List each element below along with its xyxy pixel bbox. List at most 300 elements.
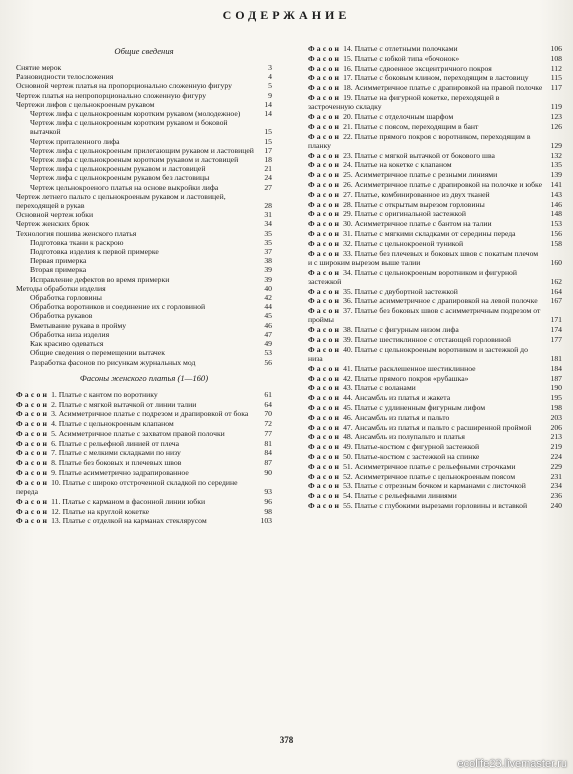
fason-entry (308, 83, 562, 92)
fason-number: 52. (343, 471, 353, 481)
toc-entry-title: Обработка низа изделия (30, 329, 110, 339)
fason-page: 61 (264, 389, 272, 399)
fason-entry (308, 423, 562, 432)
toc-entry-title: Вметывание рукава в пройму (30, 320, 127, 330)
fason-title: Платье с кантом по воротнику (58, 389, 158, 399)
fason-label: Фасон (16, 516, 50, 526)
toc-entry (16, 118, 272, 136)
toc-entry (16, 265, 272, 274)
fason-label: Фасон (308, 179, 342, 189)
fason-title: Ансамбль из платья и пальто с расширенной проймой (354, 422, 532, 432)
fason-label: Фасон (308, 500, 342, 510)
fason-entry (16, 400, 272, 409)
fason-title: Платье с открытым вырезом горловины (354, 199, 485, 209)
fason-number: 16. (343, 63, 353, 73)
toc-entry-page: 14 (264, 109, 272, 119)
toc-entry (16, 146, 272, 155)
toc-entry (16, 137, 272, 146)
fason-number: 55. (343, 500, 353, 510)
fason-entry (16, 478, 272, 496)
fason-page: 158 (550, 238, 562, 248)
fason-page: 148 (550, 209, 562, 219)
toc-entry-page: 18 (264, 155, 272, 165)
toc-entry-page: 9 (268, 90, 272, 100)
toc-entry-page: 15 (264, 136, 272, 146)
fason-title: Платье с рельефной линией от плеча (58, 438, 180, 448)
toc-entry-title: Как красиво одеваться (30, 339, 104, 349)
toc-entry-title: Чертеж платья на непропорционально сложенную фигуру (16, 90, 207, 100)
toc-entry-page: 34 (264, 219, 272, 229)
page-number: 378 (279, 735, 294, 745)
fason-label: Фасон (308, 491, 342, 501)
fason-label: Фасон (16, 389, 50, 399)
fason-entry (308, 383, 562, 392)
fason-title: Платье сдвоенное эксцентричного покроя (354, 63, 492, 73)
fason-entry (308, 151, 562, 160)
fason-number: 20. (343, 111, 353, 121)
toc-entry (16, 256, 272, 265)
fason-number: 24. (343, 160, 353, 170)
fason-label: Фасон (308, 121, 342, 131)
toc-entry-page: 17 (264, 145, 272, 155)
fason-title: Асимметричное платье с драпировкой на полочке и юбке (354, 179, 542, 189)
fason-number: 2. (51, 399, 57, 409)
toc-entry (16, 63, 272, 72)
fasons-list-left (16, 390, 272, 526)
fason-entry (308, 239, 562, 248)
toc-entry (16, 81, 272, 90)
toc-entry-title: Основной чертеж платья на пропорционально сложенную фигуру (16, 81, 232, 91)
fason-number: 27. (343, 189, 353, 199)
toc-entry (16, 164, 272, 173)
fason-title: Платье с цельнокроеным воротником и застежкой до низа (308, 344, 528, 363)
fason-label: Фасон (308, 432, 342, 442)
fason-entry (16, 409, 272, 418)
fason-label: Фасон (308, 451, 342, 461)
fason-entry (308, 306, 562, 324)
fason-entry (308, 472, 562, 481)
fason-title: Платье с фигурным низом лифа (354, 325, 459, 335)
fason-entry (308, 112, 562, 121)
section-title-general: Общие сведения (114, 46, 174, 56)
fason-label: Фасон (16, 496, 50, 506)
fason-entry (308, 132, 562, 150)
toc-entry-title: Основной чертеж юбки (16, 210, 94, 220)
fason-label: Фасон (308, 170, 342, 180)
fason-title: Платье с мягкой вытачкой от линии талии (58, 399, 197, 409)
fason-entry (308, 432, 562, 441)
fason-title: Платье с юбкой типа «бочонок» (354, 53, 460, 63)
toc-entry (16, 173, 272, 182)
toc-entry-page: 49 (264, 339, 272, 349)
fason-number: 29. (343, 209, 353, 219)
fason-entry (308, 229, 562, 238)
fason-page: 64 (264, 399, 272, 409)
fason-entry (308, 249, 562, 267)
fason-title: Платье с оригинальной застежкой (354, 209, 466, 219)
fason-page: 119 (550, 102, 562, 112)
fason-number: 7. (51, 448, 57, 458)
fason-title: Платье с двубортной застежкой (354, 286, 458, 296)
toc-entry-title: Чертеж летнего пальто с цельнокроеным рукавом и ластовицей, переходящей в рукав (16, 191, 226, 211)
toc-entry-title: Чертеж лифа с цельнокроеным коротким рукавом и боковой вытачкой (30, 118, 228, 137)
fason-entry (308, 393, 562, 402)
fason-title: Платье с удлиненным фигурным лифом (354, 402, 486, 412)
fason-page: 146 (550, 199, 562, 209)
fason-title: Платье с отрезным бочком и карманами с листочкой (354, 481, 526, 491)
toc-entry-page: 4 (268, 72, 272, 82)
toc-entry-title: Общие сведения о перемещении вытачек (30, 348, 165, 358)
fason-page: 240 (550, 500, 562, 510)
fason-number: 44. (343, 393, 353, 403)
toc-entry-title: Подготовка ткани к раскрою (30, 237, 124, 247)
fason-title: Асимметричное платье с захватом правой полочки (58, 428, 225, 438)
fason-page: 219 (550, 442, 562, 452)
fasons-list-right (308, 44, 562, 510)
toc-entry (16, 91, 272, 100)
fason-entry (308, 296, 562, 305)
fason-number: 26. (343, 179, 353, 189)
page-title: СОДЕРЖАНИЕ (222, 8, 351, 22)
fason-label: Фасон (308, 228, 342, 238)
fason-label: Фасон (308, 219, 342, 229)
fason-title: Платье с мягкими складками от середины переда (354, 228, 516, 238)
fason-entry (308, 93, 562, 111)
fason-entry (308, 335, 562, 344)
fason-label: Фасон (308, 402, 342, 412)
fason-number: 39. (343, 334, 353, 344)
fason-entry (308, 501, 562, 510)
toc-entry-page: 35 (264, 237, 272, 247)
toc-entry (16, 109, 272, 118)
fason-label: Фасон (16, 448, 50, 458)
fason-label: Фасон (308, 286, 342, 296)
fason-page: 203 (550, 412, 562, 422)
fason-page: 181 (550, 353, 562, 363)
toc-entry-title: Разновидности телосложения (16, 72, 114, 82)
fason-title: Платье шестиклинное с отстающей горловиной (354, 334, 511, 344)
fason-title: Ансамбль из платья и жакета (354, 393, 451, 403)
fason-number: 19. (343, 92, 353, 102)
fason-title: Асимметричное платье с подрезом и драпировкой от бока (58, 409, 249, 419)
fason-page: 129 (550, 140, 562, 150)
fason-number: 47. (343, 422, 353, 432)
fason-number: 50. (343, 451, 353, 461)
fason-title: Платье, комбинированное из двух тканей (354, 189, 490, 199)
fason-page: 84 (264, 448, 272, 458)
fason-page: 77 (264, 428, 272, 438)
fason-number: 30. (343, 219, 353, 229)
fason-label: Фасон (308, 111, 342, 121)
toc-entry-page: 47 (264, 329, 272, 339)
fason-label: Фасон (308, 296, 342, 306)
toc-entry (16, 311, 272, 320)
toc-entry-page: 27 (264, 182, 272, 192)
fason-entry (308, 491, 562, 500)
toc-entry (16, 348, 272, 357)
fason-title: Платье-костюм с фигурной застежкой (354, 442, 480, 452)
fason-label: Фасон (308, 481, 342, 491)
fason-page: 81 (264, 438, 272, 448)
toc-entry (16, 330, 272, 339)
fason-entry (308, 170, 562, 179)
fason-title: Платье с цельнокроеной туникой (354, 238, 464, 248)
fason-number: 37. (343, 306, 353, 316)
fason-label: Фасон (308, 442, 342, 452)
fason-page: 108 (550, 53, 562, 63)
fason-page: 156 (550, 228, 562, 238)
fason-label: Фасон (308, 189, 342, 199)
toc-entry-title: Вторая примерка (30, 265, 87, 275)
fason-entry (308, 200, 562, 209)
fason-title: Платье расклешенное шестиклинное (354, 363, 476, 373)
toc-entry (16, 219, 272, 228)
fason-label: Фасон (308, 363, 342, 373)
fason-label: Фасон (308, 325, 342, 335)
toc-entry-page: 21 (264, 164, 272, 174)
fason-label: Фасон (308, 267, 342, 277)
toc-entry (16, 284, 272, 293)
fason-label: Фасон (308, 44, 342, 53)
fason-page: 98 (264, 506, 272, 516)
toc-entry-title: Первая примерка (30, 256, 87, 266)
fason-label: Фасон (308, 412, 342, 422)
fason-label: Фасон (16, 438, 50, 448)
fason-entry (16, 516, 272, 525)
fason-number: 36. (343, 296, 353, 306)
fason-page: 206 (550, 422, 562, 432)
fason-number: 43. (343, 383, 353, 393)
fason-page: 106 (550, 44, 562, 53)
toc-entry-page: 44 (264, 302, 272, 312)
fason-title: Асимметричное платье с рельефными строчками (354, 461, 516, 471)
fason-label: Фасон (308, 92, 342, 102)
fason-entry (16, 448, 272, 457)
toc-entry-page: 15 (264, 127, 272, 137)
fason-page: 171 (550, 315, 562, 325)
fason-number: 21. (343, 121, 353, 131)
fason-entry (16, 507, 272, 516)
toc-entry-page: 38 (264, 256, 272, 266)
fason-entry (308, 345, 562, 363)
fason-entry (308, 54, 562, 63)
fason-label: Фасон (16, 428, 50, 438)
fason-title: Платье прямого покроя с воротником, переходящим в планку (308, 131, 531, 150)
fason-number: 51. (343, 461, 353, 471)
fason-page: 126 (550, 121, 562, 131)
toc-entry (16, 183, 272, 192)
toc-entry-title: Обработка рукавов (30, 311, 93, 321)
toc-entry-page: 35 (264, 228, 272, 238)
fason-entry (308, 219, 562, 228)
fason-page: 153 (550, 219, 562, 229)
fason-page: 160 (550, 257, 562, 267)
fason-label: Фасон (16, 506, 50, 516)
fason-title: Платье с глубокими вырезами горловины и вставкой (354, 500, 528, 510)
fason-label: Фасон (16, 468, 50, 478)
fason-entry (16, 439, 272, 448)
toc-entry-page: 39 (264, 274, 272, 284)
fason-title: Платье без боковых и плечевых швов (58, 458, 182, 468)
fason-page: 236 (550, 491, 562, 501)
fason-page: 187 (550, 373, 562, 383)
toc-entry-title: Чертеж лифа с цельнокроеным рукавом без ластовицы (30, 173, 210, 183)
fason-title: Платье на круглой кокетке (62, 506, 150, 516)
toc-entry-title: Исправление дефектов во время примерки (30, 274, 170, 284)
fason-title: Асимметричное платье с резными линиями (354, 170, 498, 180)
fason-page: 177 (550, 334, 562, 344)
fason-title: Платье с отделкой на карманах стеклярусом (62, 516, 207, 526)
fason-title: Асимметричное платье с драпировкой на правой полочке (354, 83, 543, 93)
toc-entry (16, 100, 272, 109)
fason-label: Фасон (308, 383, 342, 393)
toc-entry (16, 247, 272, 256)
fason-label: Фасон (16, 458, 50, 468)
fason-label: Фасон (308, 160, 342, 170)
general-entries-list (16, 63, 272, 367)
toc-entry-title: Технология пошива женского платья (16, 228, 137, 238)
toc-entry-page: 37 (264, 247, 272, 257)
fason-entry (308, 364, 562, 373)
fason-number: 35. (343, 286, 353, 296)
fason-entry (308, 190, 562, 199)
fason-title: Платье с рельефными линиями (354, 491, 457, 501)
toc-entry (16, 155, 272, 164)
fason-page: 184 (550, 363, 562, 373)
fason-label: Фасон (308, 248, 342, 258)
fason-number: 45. (343, 402, 353, 412)
fason-page: 229 (550, 461, 562, 471)
fason-number: 5. (51, 428, 57, 438)
toc-entry (16, 192, 272, 210)
toc-entry-page: 53 (264, 348, 272, 358)
fason-number: 8. (51, 458, 57, 468)
fason-entry (16, 390, 272, 399)
fason-page: 115 (550, 73, 562, 83)
fason-number: 25. (343, 170, 353, 180)
toc-entry-page: 28 (264, 201, 272, 211)
fason-title: Платье без боковых швов с асимметричным подрезом от проймы (308, 306, 541, 325)
fason-entry (308, 481, 562, 490)
fason-page: 143 (550, 189, 562, 199)
fason-title: Платье-костюм с застежкой на спинке (354, 451, 480, 461)
fason-label: Фасон (308, 131, 342, 141)
fason-entry (308, 160, 562, 169)
fason-page: 112 (550, 63, 562, 73)
fason-number: 4. (51, 419, 57, 429)
fason-entry (308, 44, 562, 53)
toc-entry-page: 45 (264, 311, 272, 321)
toc-entry-page: 5 (268, 81, 272, 91)
fason-page: 123 (550, 111, 562, 121)
toc-entry (16, 302, 272, 311)
fason-title: Платье на кокетке с клапаном (354, 160, 452, 170)
fason-entry (308, 268, 562, 286)
toc-entry-page: 31 (264, 210, 272, 220)
toc-entry-title: Чертеж лифа с цельнокроеным коротким рукавом и ластовицей (30, 155, 239, 165)
fason-title: Платье с широко отстроченной складкой по середине переда (16, 477, 238, 497)
fason-number: 49. (343, 442, 353, 452)
fason-number: 3. (51, 409, 57, 419)
fason-number: 31. (343, 228, 353, 238)
toc-entry-title: Методы обработки изделия (16, 283, 106, 293)
fason-number: 28. (343, 199, 353, 209)
fason-number: 42. (343, 373, 353, 383)
fason-page: 90 (264, 468, 272, 478)
fason-entry (308, 122, 562, 131)
fason-entry (308, 64, 562, 73)
fason-number: 18. (343, 83, 353, 93)
toc-entry-title: Чертеж цельнокроеного платья на основе выкройки лифа (30, 182, 219, 192)
fason-title: Платье с поясом, переходящим в бант (354, 121, 479, 131)
fason-number: 48. (343, 432, 353, 442)
fason-entry (308, 180, 562, 189)
toc-entry-title: Чертеж приталенного лифа (30, 136, 120, 146)
fason-page: 234 (550, 481, 562, 491)
fason-title: Платье на фигурной кокетке, переходящей в застроченную складку (308, 92, 500, 112)
fason-entry (308, 325, 562, 334)
toc-entry-title: Чертеж женских брюк (16, 219, 90, 229)
fason-page: 231 (550, 471, 562, 481)
fason-number: 46. (343, 412, 353, 422)
fason-number: 41. (343, 363, 353, 373)
toc-entry (16, 210, 272, 219)
toc-entry-page: 56 (264, 357, 272, 367)
fason-title: Платье прямого покроя «рубашка» (354, 373, 469, 383)
fason-title: Асимметричное платье с бантом на талии (354, 219, 492, 229)
fason-label: Фасон (308, 150, 342, 160)
fason-page: 162 (550, 276, 562, 286)
fason-page: 224 (550, 451, 562, 461)
fason-page: 87 (264, 458, 272, 468)
fason-number: 15. (343, 53, 353, 63)
fason-page: 174 (550, 325, 562, 335)
fason-page: 213 (550, 432, 562, 442)
fason-label: Фасон (308, 63, 342, 73)
fason-page: 139 (550, 170, 562, 180)
fason-label: Фасон (308, 53, 342, 63)
toc-entry (16, 321, 272, 330)
fason-page: 167 (550, 296, 562, 306)
fason-label: Фасон (308, 306, 342, 316)
toc-entry (16, 275, 272, 284)
fason-label: Фасон (308, 83, 342, 93)
fason-number: 1. (51, 389, 57, 399)
toc-entry-title: Подготовка изделия к первой примерке (30, 247, 159, 257)
fason-title: Платье с отделочным шарфом (354, 111, 454, 121)
fason-entry (308, 374, 562, 383)
fason-label: Фасон (308, 334, 342, 344)
fason-number: 17. (343, 73, 353, 83)
fason-label: Фасон (16, 477, 50, 487)
fason-number: 38. (343, 325, 353, 335)
toc-entry-title: Обработка воротников и соединение их с горловиной (30, 302, 206, 312)
fason-number: 40. (343, 344, 353, 354)
fason-title: Платье с мелкими складками по низу (58, 448, 181, 458)
fason-label: Фасон (308, 344, 342, 354)
toc-entry-page: 39 (264, 265, 272, 275)
fason-number: 54. (343, 491, 353, 501)
toc-entry-title: Разработка фасонов по рисункам журнальных мод (30, 357, 196, 367)
fason-page: 132 (550, 150, 562, 160)
fason-entry (308, 287, 562, 296)
fason-page: 195 (550, 393, 562, 403)
fason-number: 6. (51, 438, 57, 448)
fason-label: Фасон (308, 199, 342, 209)
fason-number: 33. (343, 248, 353, 258)
toc-entry-page: 14 (264, 99, 272, 109)
fason-number: 9. (51, 468, 57, 478)
